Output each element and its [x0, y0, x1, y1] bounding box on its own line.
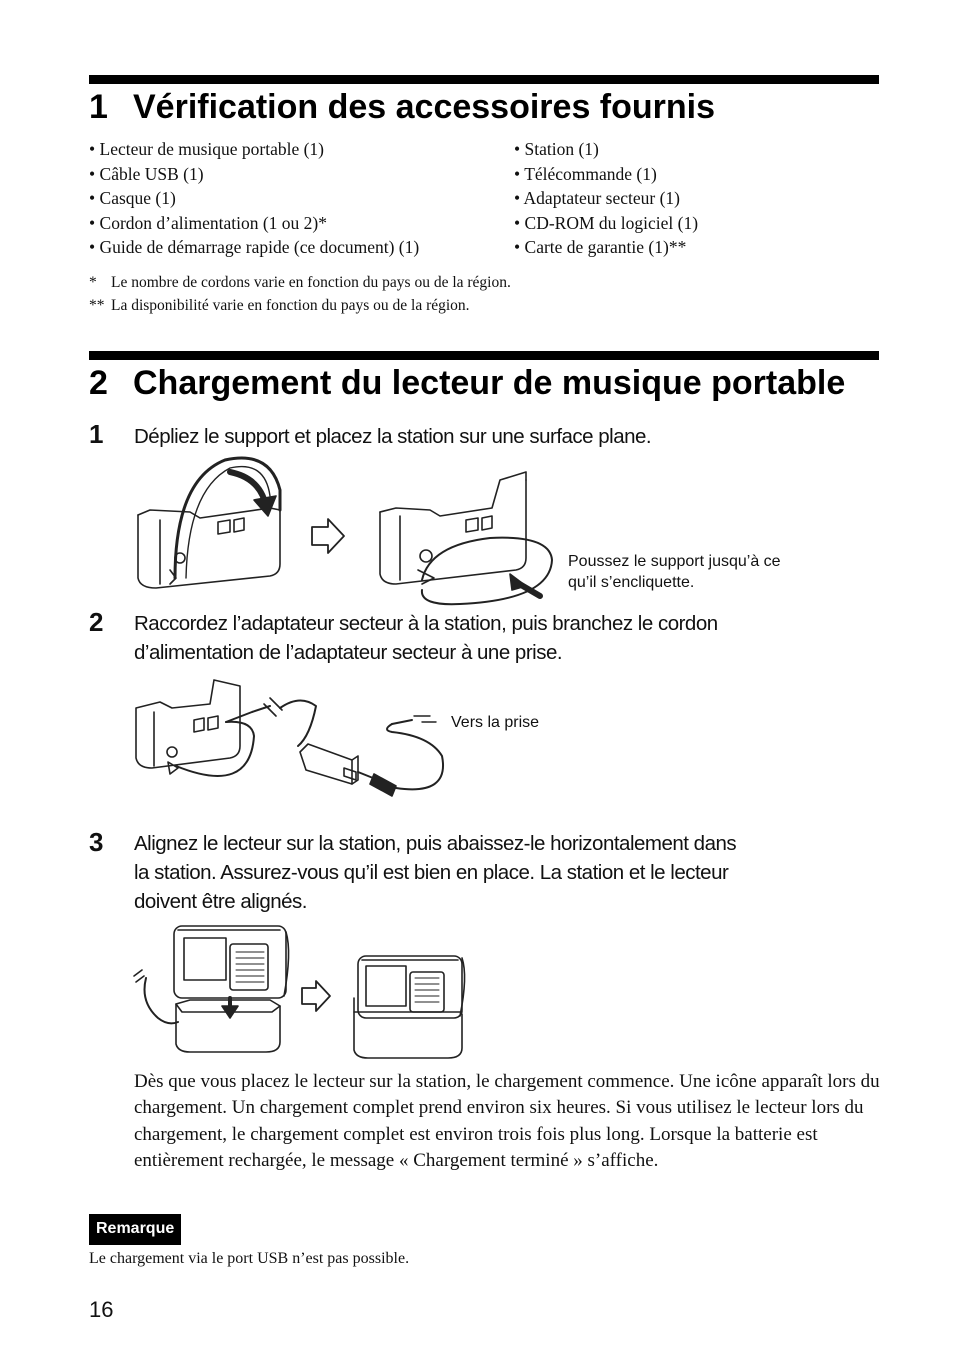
footnote-text: La disponibilité varie en fonction du pays ou de la région.	[111, 297, 470, 314]
footnote-2	[89, 294, 470, 317]
section-1-number: 1	[89, 88, 108, 126]
page-number: 16	[89, 1297, 114, 1322]
accessory-item: • Télécommande (1)	[514, 162, 698, 187]
step-3-line: Alignez le lecteur sur la station, puis abaissez-le horizontalement dans	[134, 832, 737, 855]
callout-support-line-1: Poussez le support jusqu’à ce	[568, 553, 781, 570]
accessory-item: • CD-ROM du logiciel (1)	[514, 211, 698, 236]
section-2-heading	[89, 363, 845, 403]
step-3-line: la station. Assurez-vous qu’il est bien en place. La station et le lecteur	[134, 861, 729, 884]
section-2-rule	[89, 351, 879, 360]
callout-outlet: Vers la prise	[451, 714, 540, 731]
footnote-text: Le nombre de cordons varie en fonction du pays ou de la région.	[111, 274, 511, 291]
footnote-1	[89, 271, 511, 294]
unfold-stand-illustration	[130, 450, 570, 610]
accessory-item: • Casque (1)	[89, 186, 419, 211]
section-1-heading	[89, 87, 715, 127]
charging-paragraph: Dès que vous placez le lecteur sur la station, le chargement commence. Une icône apparaît lors du chargement. Un chargement complet prend environ six heures. Si vous utilisez le lecteur lors du chargement, le chargement complet est environ trois fois plus long. Lorsque la batterie est entièrement rechargée, le message « Chargement terminé » s’affiche.	[134, 1071, 880, 1171]
footnote-mark: **	[89, 297, 105, 314]
note-badge: Remarque	[89, 1214, 181, 1245]
accessory-item: • Lecteur de musique portable (1)	[89, 137, 419, 162]
ac-adapter-connection-illustration	[130, 676, 450, 806]
step-3-text	[134, 829, 736, 916]
accessory-item: • Cordon d’alimentation (1 ou 2)*	[89, 211, 419, 236]
step-1-number: 1	[89, 419, 104, 449]
section-1-title: Vérification des accessoires fournis	[133, 88, 716, 126]
step-2-line: d’alimentation de l’adaptateur secteur à une prise.	[134, 641, 563, 664]
note-text: Le chargement via le port USB n’est pas possible.	[89, 1250, 410, 1267]
accessories-list-left	[89, 137, 419, 260]
accessory-item: • Guide de démarrage rapide (ce document) (1)	[89, 235, 419, 260]
footnote-mark: *	[89, 274, 97, 291]
accessories-list-right	[514, 137, 698, 260]
callout-support-line-2: qu’il s’encliquette.	[568, 574, 695, 591]
accessory-item: • Station (1)	[514, 137, 698, 162]
step-3-number: 3	[89, 827, 104, 857]
step-3-line: doivent être alignés.	[134, 890, 307, 913]
section-1-rule	[89, 75, 879, 84]
step-2-line: Raccordez l’adaptateur secteur à la station, puis branchez le cordon	[134, 612, 718, 635]
accessory-item: • Adaptateur secteur (1)	[514, 186, 698, 211]
section-2-number: 2	[89, 364, 108, 402]
accessory-item: • Carte de garantie (1)**	[514, 235, 698, 260]
section-2-title: Chargement du lecteur de musique portable	[133, 364, 846, 402]
dock-player-illustration	[130, 922, 470, 1067]
step-1-text: Dépliez le support et placez la station sur une surface plane.	[134, 425, 652, 448]
step-2-number: 2	[89, 607, 104, 637]
step-2-text	[134, 609, 718, 667]
accessory-item: • Câble USB (1)	[89, 162, 419, 187]
